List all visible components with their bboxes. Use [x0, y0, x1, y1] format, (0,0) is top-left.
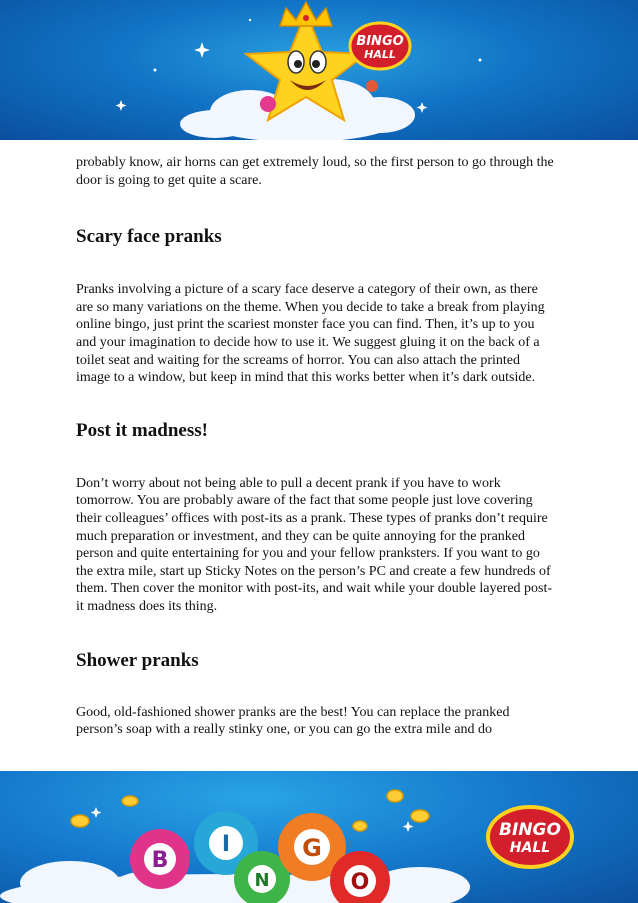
section-heading: Scary face pranks: [76, 226, 222, 248]
ball-icon: [366, 80, 378, 92]
bingo-hall-logo: [350, 23, 410, 69]
svg-text:I: I: [221, 832, 231, 857]
header-banner: [0, 0, 638, 140]
paragraph: Good, old-fashioned shower pranks are the best! You can replace the pranked person’s soap with a really stinky one, or you can go the extra mile and do: [76, 704, 510, 738]
svg-text:O: O: [350, 870, 370, 895]
footer-banner: [0, 771, 638, 903]
svg-text:N: N: [254, 870, 270, 891]
svg-text:BINGO: BINGO: [356, 34, 404, 49]
header-illustration: [0, 0, 638, 140]
paragraph: Pranks involving a picture of a scary face deserve a category of their own, as there are so many variations on the theme. When you decide to take a break from playing online bingo, just print the scariest monster face you can find. Then, it’s up to you and your imagination to decide how to use it. We suggest gluing it on the back of a toilet seat and waiting for the screams of horror. You can also attach the printed image to a window, but keep in mind that this works better when it’s dark outside.: [76, 282, 545, 386]
paragraph: Don’t worry about not being able to pull a decent prank if you have to work tomorrow. You are probably aware of the fact that some people just love covering their colleagues’ offices with post-its as a prank. These types of pranks don’t require much preparation or investment, and they can be quite annoying for the pranked person and quite entertaining for you and your fellow pranksters. If you want to go the extra mile, start up Sticky Notes on the person’s PC and create a few hundreds of them. Then cover the monitor with post-its, and wait while your double layered post-it madness does its thing.: [76, 475, 553, 614]
svg-text:G: G: [302, 834, 322, 862]
section-heading: Shower pranks: [76, 649, 199, 671]
svg-text:HALL: HALL: [509, 840, 551, 856]
paragraph: probably know, air horns can get extremely loud, so the first person to go through the door is going to get quite a scare.: [76, 155, 554, 188]
bingo-ball: [130, 829, 190, 889]
article-body: [76, 148, 556, 739]
section-heading: Post it madness!: [76, 419, 208, 441]
bingo-hall-logo: [488, 807, 572, 867]
svg-text:BINGO: BINGO: [499, 820, 561, 840]
footer-illustration: [0, 771, 638, 903]
ball-icon: [260, 96, 276, 112]
svg-text:B: B: [151, 848, 169, 873]
crown-icon: [280, 2, 332, 26]
svg-text:HALL: HALL: [364, 48, 396, 61]
